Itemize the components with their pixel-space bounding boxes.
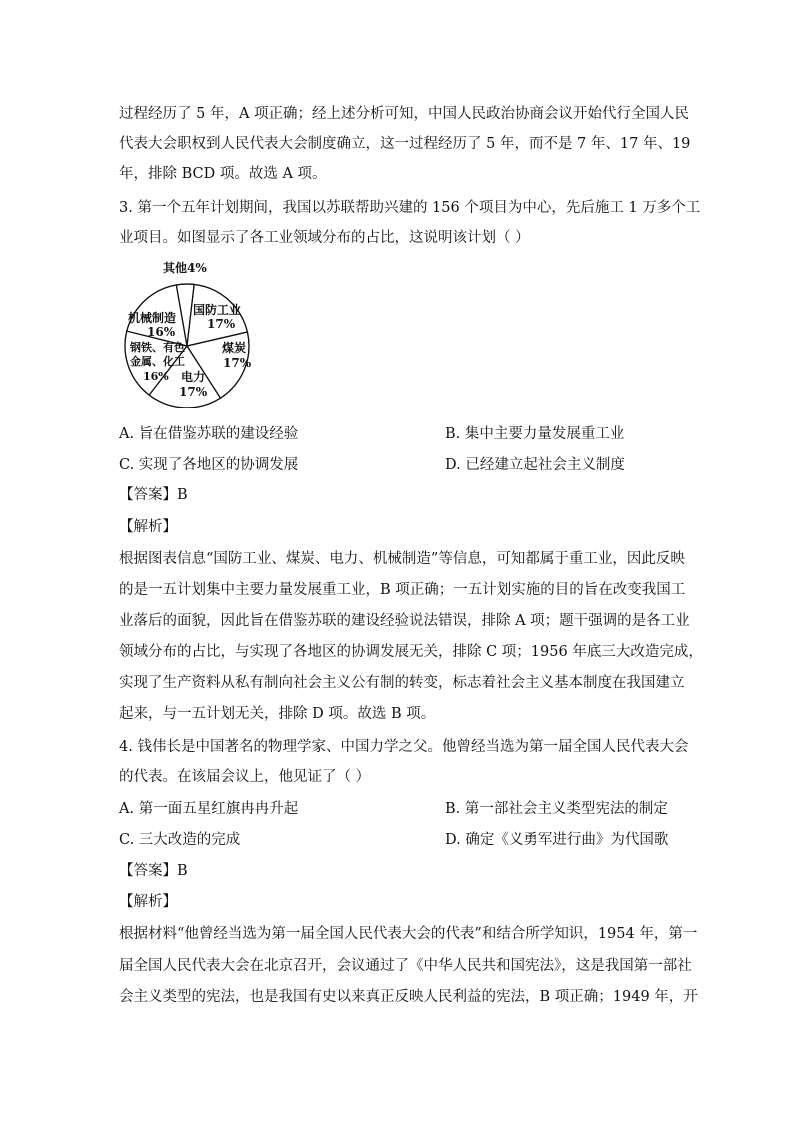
option-c[interactable]: C. 三大改造的完成 xyxy=(119,832,241,848)
option-c[interactable]: C. 实现了各地区的协调发展 xyxy=(119,457,299,473)
question-3-stem: 业项目。如图显示了各工业领域分布的占比，这说明该计划（ ） xyxy=(119,230,530,246)
label-mach-pct: 16% xyxy=(147,325,176,339)
option-b[interactable]: B. 集中主要力量发展重工业 xyxy=(445,426,625,442)
label-other: 其他4% xyxy=(163,261,207,275)
label-steel-pct: 16% xyxy=(143,370,169,383)
label-defense-name: 国防工业 xyxy=(193,303,242,317)
industry-pie-chart xyxy=(119,258,319,408)
question-3-stem: 3. 第一个五年计划期间，我国以苏联帮助兴建的 156 个项目为中心，先后施工 1 万多个工 xyxy=(119,200,701,216)
analysis-line: 领域分布的占比，与实现了各地区的协调发展无关，排除 C 项；1956 年底三大改造完成， xyxy=(119,644,703,660)
option-a[interactable]: A. 第一面五星红旗冉冉升起 xyxy=(119,801,299,817)
option-d[interactable]: D. 已经建立起社会主义制度 xyxy=(445,457,625,473)
label-steel-line2: 金属、化工 xyxy=(130,355,185,368)
analysis-label: 【解析】 xyxy=(119,894,177,910)
analysis-line: 业落后的面貌，因此旨在借鉴苏联的建设经验说法错误，排除 A 项；题干强调的是各工业 xyxy=(119,613,690,629)
text-line: 代表大会职权到人民代表大会制度确立，这一过程经历了 5 年，而不是 7 年、17 年、19 xyxy=(119,136,691,152)
analysis-line: 根据图表信息“国防工业、煤炭、电力、机械制造”等信息，可知都属于重工业，因此反映 xyxy=(119,551,685,567)
label-coal-name: 煤炭 xyxy=(222,341,247,355)
analysis-line: 根据材料“他曾经当选为第一届全国人民代表大会的代表”和结合所学知识，1954 年，第一 xyxy=(119,926,698,942)
analysis-line: 届全国人民代表大会在北京召开，会议通过了《中华人民共和国宪法》，这是我国第一部社 xyxy=(119,958,692,974)
label-power-pct: 17% xyxy=(179,385,208,399)
label-steel-line1: 钢铁、有色 xyxy=(130,341,185,354)
question-4-stem: 的代表。在该届会议上，他见证了（ ） xyxy=(119,769,371,785)
answer-label: 【答案】B xyxy=(119,487,188,503)
analysis-line: 起来，与一五计划无关，排除 D 项。故选 B 项。 xyxy=(119,706,436,722)
label-mach-name: 机械制造 xyxy=(128,311,177,325)
option-a[interactable]: A. 旨在借鉴苏联的建设经验 xyxy=(119,426,299,442)
label-power-name: 电力 xyxy=(181,370,206,384)
label-defense-pct: 17% xyxy=(207,317,236,331)
analysis-label: 【解析】 xyxy=(119,519,177,535)
text-line: 过程经历了 5 年，A 项正确；经上述分析可知，中国人民政治协商会议开始代行全国人民 xyxy=(119,106,690,122)
option-d[interactable]: D. 确定《义勇军进行曲》为代国歌 xyxy=(445,832,669,848)
text-line: 年，排除 BCD 项。故选 A 项。 xyxy=(119,166,327,182)
question-4-stem: 4. 钱伟长是中国著名的物理学家、中国力学之父。他曾经当选为第一届全国人民代表大会 xyxy=(119,739,689,755)
analysis-line: 会主义类型的宪法，也是我国有史以来真正反映人民利益的宪法，B 项正确；1949 年，开 xyxy=(119,989,698,1005)
analysis-line: 的是一五计划集中主要力量发展重工业，B 项正确；一五计划实施的目的旨在改变我国工 xyxy=(119,582,686,598)
analysis-line: 实现了生产资料从私有制向社会主义公有制的转变，标志着社会主义基本制度在我国建立 xyxy=(119,675,685,691)
answer-label: 【答案】B xyxy=(119,863,188,879)
option-b[interactable]: B. 第一部社会主义类型宪法的制定 xyxy=(445,801,668,817)
label-coal-pct: 17% xyxy=(223,356,252,370)
